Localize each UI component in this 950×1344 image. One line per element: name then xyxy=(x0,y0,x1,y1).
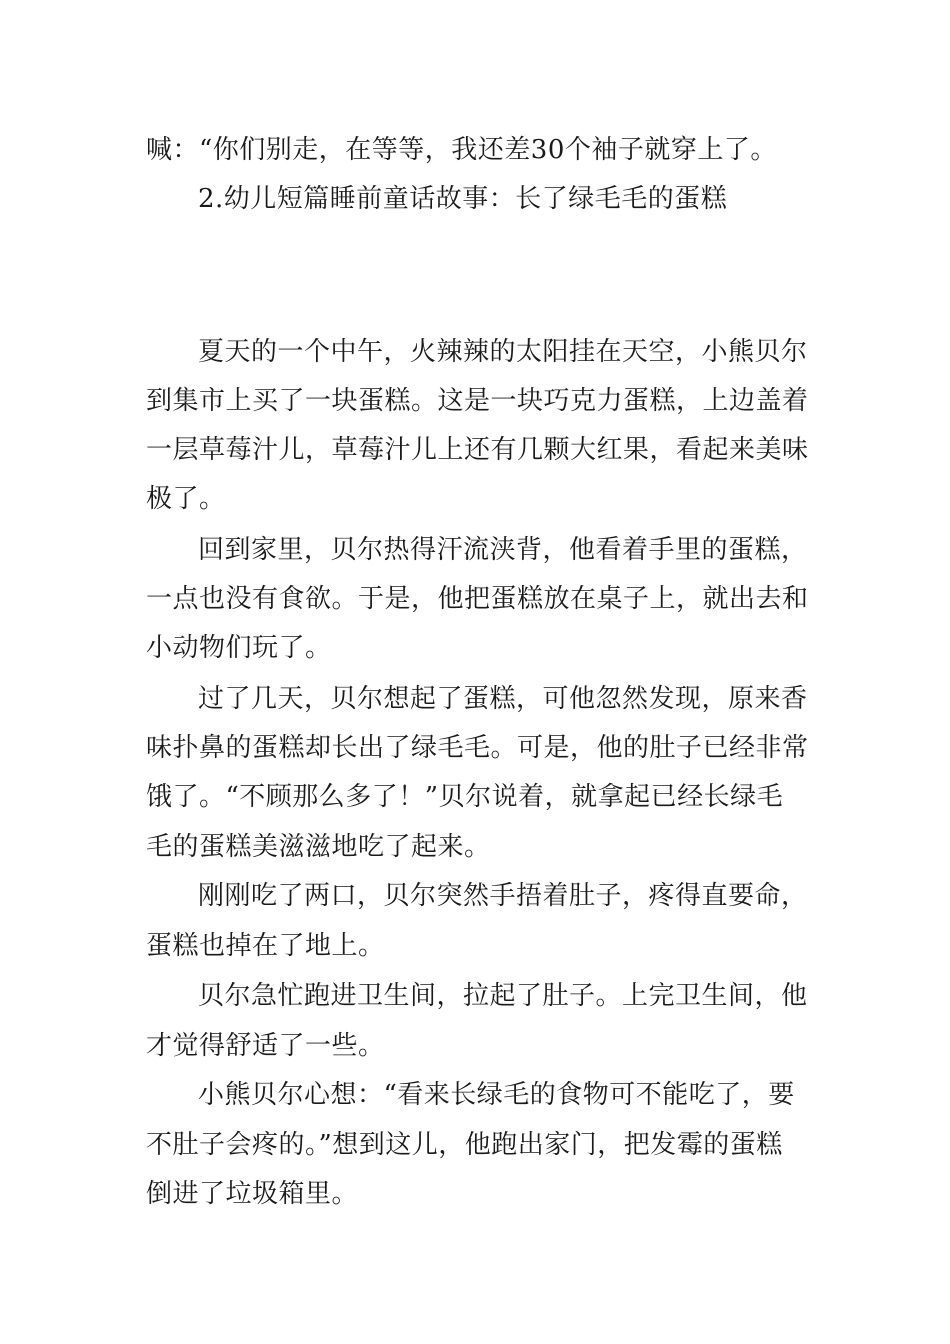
paragraph-line: 蛋糕也掉在了地上。 xyxy=(146,931,385,961)
paragraph-line: 刚刚吃了两口，贝尔突然手捂着肚子，疼得直要命， xyxy=(198,881,808,911)
paragraph-line: 倒进了垃圾箱里。 xyxy=(146,1179,359,1209)
paragraph-line: 一点也没有食欲。于是，他把蛋糕放在桌子上，就出去和 xyxy=(146,584,809,614)
paragraph-line: 贝尔急忙跑进卫生间，拉起了肚子。上完卫生间，他 xyxy=(198,981,808,1011)
paragraph-line: 过了几天，贝尔想起了蛋糕，可他忽然发现，原来香 xyxy=(198,684,808,714)
paragraph-line: 到集市上买了一块蛋糕。这是一块巧克力蛋糕，上边盖着 xyxy=(146,386,809,416)
paragraph-line: 不肚子会疼的。”想到这儿，他跑出家门，把发霉的蛋糕 xyxy=(146,1130,783,1160)
paragraph-line: 夏天的一个中午，火辣辣的太阳挂在天空，小熊贝尔 xyxy=(198,337,808,367)
paragraph-line: 回到家里，贝尔热得汗流浃背，他看着手里的蛋糕， xyxy=(198,535,808,565)
paragraph-line: 毛的蛋糕美滋滋地吃了起来。 xyxy=(146,832,491,862)
paragraph-line: 才觉得舒适了一些。 xyxy=(146,1031,385,1061)
story-heading: 2.幼儿短篇睡前童话故事：长了绿毛毛的蛋糕 xyxy=(198,184,728,214)
continuation-line: 喊：“你们别走，在等等，我还差30个袖子就穿上了。 xyxy=(146,135,777,165)
paragraph-line: 一层草莓汁儿，草莓汁儿上还有几颗大红果，看起来美味 xyxy=(146,435,809,465)
paragraph-line: 极了。 xyxy=(146,484,226,514)
paragraph-line: 小动物们玩了。 xyxy=(146,633,332,663)
paragraph-line: 小熊贝尔心想：“看来长绿毛的食物可不能吃了，要 xyxy=(198,1080,795,1110)
paragraph-line: 饿了。“不顾那么多了！”贝尔说着，就拿起已经长绿毛 xyxy=(146,782,784,812)
paragraph-line: 味扑鼻的蛋糕却长出了绿毛毛。可是，他的肚子已经非常 xyxy=(146,733,809,763)
